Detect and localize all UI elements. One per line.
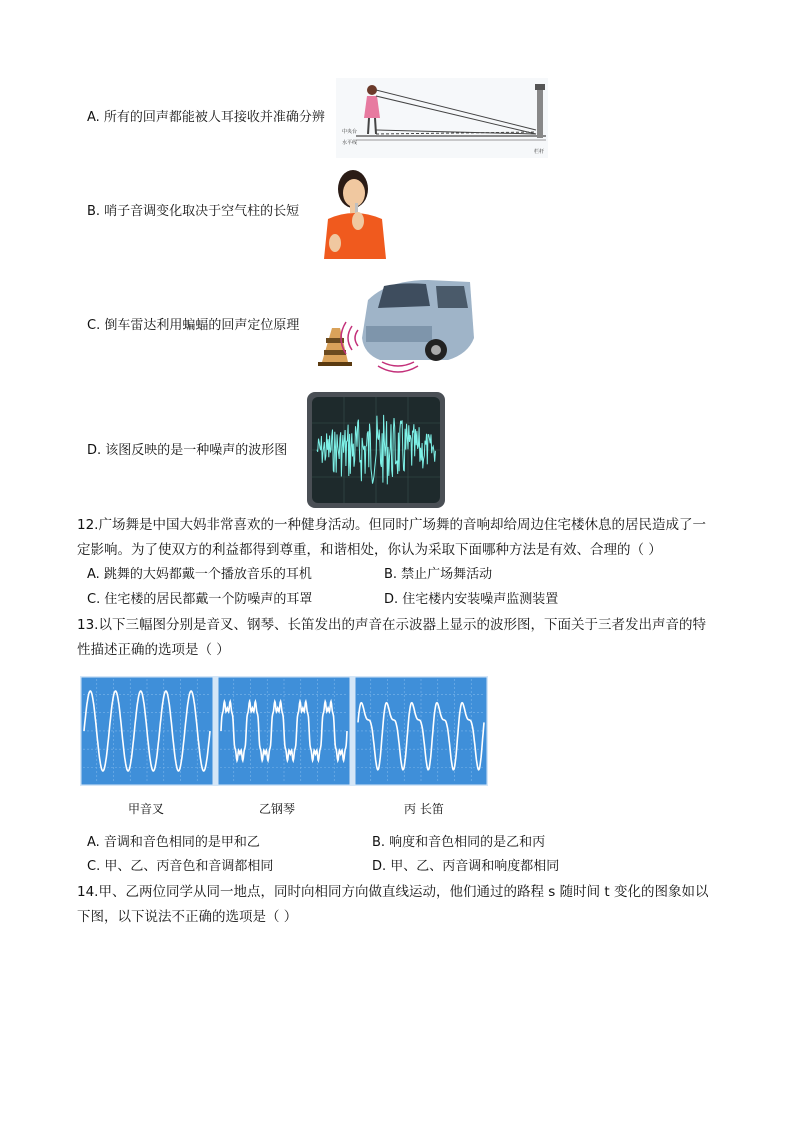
- noise-oscilloscope: [307, 392, 445, 508]
- q13-option-b: B. 响度和音色相同的是乙和丙: [372, 835, 546, 850]
- q13-stem-line2: 性描述正确的选项是（ ）: [77, 642, 230, 658]
- q13-option-d: D. 甲、乙、丙音调和响度都相同: [372, 859, 560, 874]
- q11-option-a: A. 所有的回声都能被人耳接收并准确分辨: [87, 110, 325, 125]
- label-horizontal: 水平线: [342, 140, 358, 146]
- reversing-radar-photo: [318, 278, 476, 378]
- q12-option-d: D. 住宅楼内安装噪声监测装置: [384, 592, 559, 607]
- q12-stem-line2: 定影响。为了使双方的利益都得到尊重，和谐相处，你认为采取下面哪种方法是有效、合理的（ ）: [77, 542, 662, 558]
- q12-stem-line1: 12.广场舞是中国大妈非常喜欢的一种健身活动。但同时广场舞的音响却给周边住宅楼休息的居民造成了一: [77, 517, 706, 533]
- caption-tuning-fork: 甲音叉: [128, 802, 165, 816]
- q13-option-a: A. 音调和音色相同的是甲和乙: [87, 835, 260, 850]
- q12-option-a: A. 跳舞的大妈都戴一个播放音乐的耳机: [87, 567, 312, 582]
- q11-option-d: D. 该图反映的是一种噪声的波形图: [87, 443, 288, 458]
- whistle-girl-photo: [320, 163, 390, 259]
- scope-flute: [354, 676, 488, 786]
- scope-tuning-fork: [80, 676, 214, 786]
- q14-stem-line2: 下图，以下说法不正确的选项是（ ）: [77, 909, 298, 925]
- caption-flute: 丙 长笛: [404, 802, 444, 816]
- q12-option-c: C. 住宅楼的居民都戴一个防噪声的耳罩: [87, 592, 313, 607]
- q13-stem-line1: 13.以下三幅图分别是音叉、钢琴、长笛发出的声音在示波器上显示的波形图，下面关于三者发出声音的特: [77, 617, 706, 633]
- q11-option-b: B. 哨子音调变化取决于空气柱的长短: [87, 204, 300, 219]
- caption-piano: 乙钢琴: [259, 802, 296, 816]
- label-center: 中央台: [342, 129, 358, 135]
- q13-option-c: C. 甲、乙、丙音色和音调都相同: [87, 859, 274, 874]
- scope-piano: [217, 676, 351, 786]
- q14-stem-line1: 14.甲、乙两位同学从同一地点，同时向相同方向做直线运动，他们通过的路程 s 随时间 t 变化的图象如以: [77, 884, 709, 900]
- q11-option-c: C. 倒车雷达利用蝙蝠的回声定位原理: [87, 318, 300, 333]
- echo-diagram: [336, 78, 548, 158]
- q12-option-b: B. 禁止广场舞活动: [384, 567, 493, 582]
- three-waveforms: [80, 676, 488, 786]
- label-railing: 栏杆: [534, 149, 545, 155]
